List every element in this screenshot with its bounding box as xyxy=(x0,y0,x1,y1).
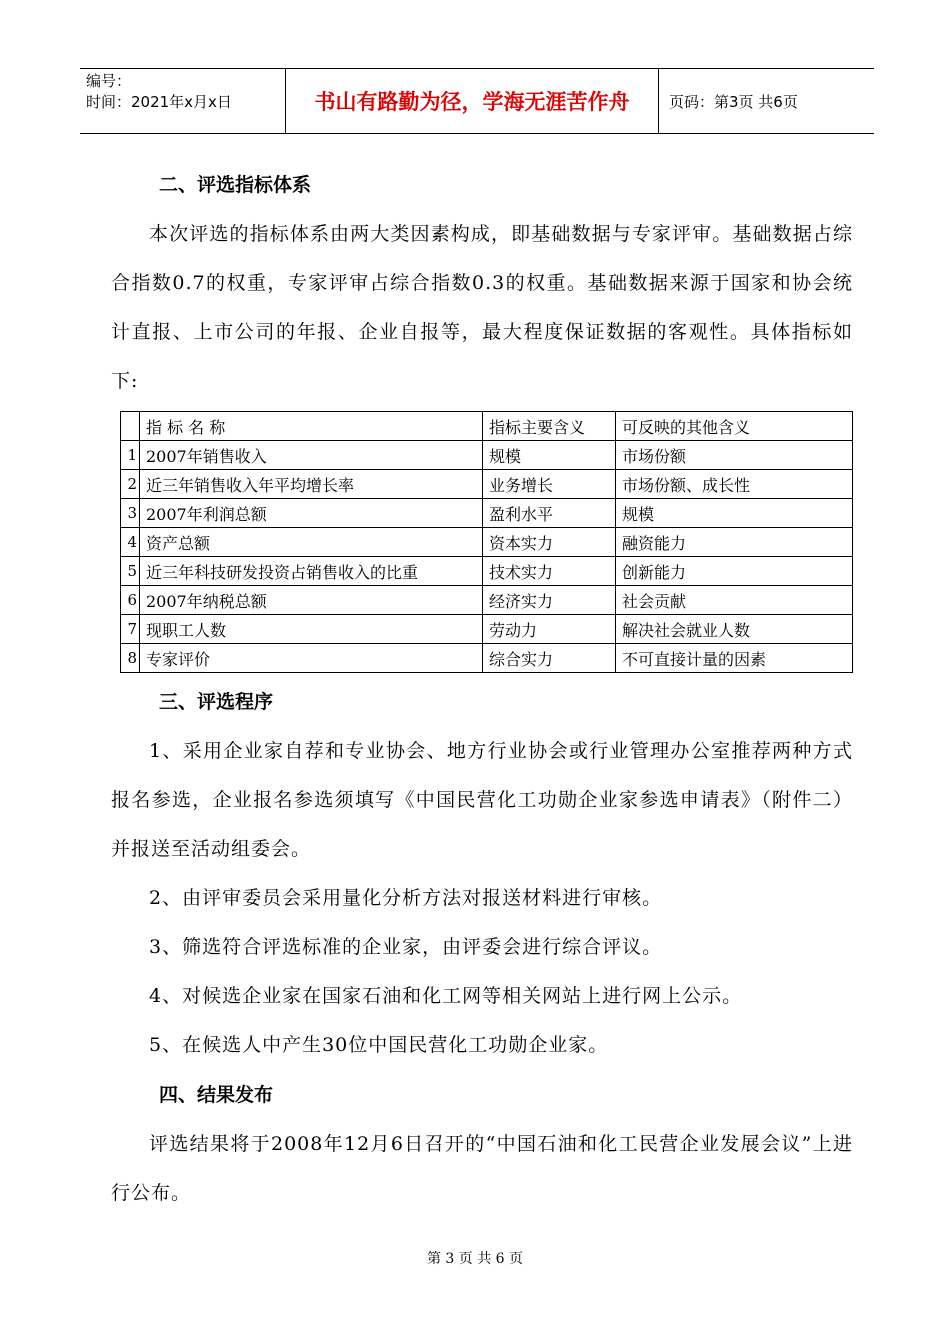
table-row xyxy=(121,470,853,499)
row-num: 4 xyxy=(121,528,140,557)
section4-paragraph: 评选结果将于2008年12月6日召开的“中国石油和化工民营企业发展会议”上进行公布。 xyxy=(111,1133,853,1204)
row-other: 创新能力 xyxy=(616,557,853,586)
header-cell-meaning: 指标主要含义 xyxy=(483,412,616,441)
header-motto: 书山有路勤为径，学海无涯苦作舟 xyxy=(285,69,659,133)
row-num: 1 xyxy=(121,441,140,470)
table-row xyxy=(121,644,853,673)
row-meaning: 技术实力 xyxy=(483,557,616,586)
row-other: 不可直接计量的因素 xyxy=(616,644,853,673)
row-meaning: 劳动力 xyxy=(483,615,616,644)
page-footer: 第 3 页 共 6 页 xyxy=(426,1251,524,1267)
table-row xyxy=(121,557,853,586)
row-other: 市场份额 xyxy=(616,441,853,470)
row-num: 2 xyxy=(121,470,140,499)
row-other: 规模 xyxy=(616,499,853,528)
procedure-item: 4、对候选企业家在国家石油和化工网等相关网站上进行网上公示。 xyxy=(149,985,743,1007)
row-other: 解决社会就业人数 xyxy=(616,615,853,644)
header-cell-name: 指 标 名 称 xyxy=(140,412,483,441)
section4-title: 四、结果发布 xyxy=(159,1084,274,1106)
row-name: 资产总额 xyxy=(140,528,483,557)
row-meaning: 综合实力 xyxy=(483,644,616,673)
row-meaning: 规模 xyxy=(483,441,616,470)
row-meaning: 盈利水平 xyxy=(483,499,616,528)
row-num: 6 xyxy=(121,586,140,615)
indicator-table-header xyxy=(121,412,853,441)
row-name: 近三年科技研发投资占销售收入的比重 xyxy=(140,557,483,586)
table-row xyxy=(121,586,853,615)
row-name: 2007年利润总额 xyxy=(140,499,483,528)
section3-title: 三、评选程序 xyxy=(159,691,274,713)
row-num: 3 xyxy=(121,499,140,528)
header-num-cell xyxy=(121,412,140,441)
header-page-label: 页码：第3页 共6页 xyxy=(669,93,798,111)
procedure-item: 1、采用企业家自荐和专业协会、地方行业协会或行业管理办公室推荐两种方式报名参选，企业报名参选须填写《中国民营化工功勋企业家参选申请表》（附件二）并报送至活动组委会。 xyxy=(111,740,853,860)
indicator-table xyxy=(120,411,853,673)
document-number-label: 编号： xyxy=(86,72,132,90)
row-meaning: 业务增长 xyxy=(483,470,616,499)
row-other: 融资能力 xyxy=(616,528,853,557)
row-other: 社会贡献 xyxy=(616,586,853,615)
table-row xyxy=(121,499,853,528)
procedure-item: 3、筛选符合评选标准的企业家，由评委会进行综合评议。 xyxy=(149,936,663,958)
document-date-label: 时间：2021年x月x日 xyxy=(86,93,232,111)
row-name: 近三年销售收入年平均增长率 xyxy=(140,470,483,499)
table-row xyxy=(121,528,853,557)
procedure-item: 5、在候选人中产生30位中国民营化工功勋企业家。 xyxy=(149,1034,609,1056)
row-name: 专家评价 xyxy=(140,644,483,673)
page-header xyxy=(80,68,874,134)
row-name: 现职工人数 xyxy=(140,615,483,644)
row-num: 7 xyxy=(121,615,140,644)
document-body xyxy=(111,160,853,1218)
row-num: 5 xyxy=(121,557,140,586)
row-meaning: 经济实力 xyxy=(483,586,616,615)
procedure-item: 2、由评审委员会采用量化分析方法对报送材料进行审核。 xyxy=(149,887,663,909)
row-meaning: 资本实力 xyxy=(483,528,616,557)
section2-paragraph: 本次评选的指标体系由两大类因素构成，即基础数据与专家评审。基础数据占综合指数0.7的权重，专家评审占综合指数0.3的权重。基础数据来源于国家和协会统计直报、上市公司的年报、企业自报等，最大程度保证数据的客观性。具体指标如下: xyxy=(111,223,853,392)
header-cell-other: 可反映的其他含义 xyxy=(616,412,853,441)
section2-title: 二、评选指标体系 xyxy=(159,174,312,196)
row-name: 2007年纳税总额 xyxy=(140,586,483,615)
header-info xyxy=(86,71,286,113)
table-row xyxy=(121,615,853,644)
row-name: 2007年销售收入 xyxy=(140,441,483,470)
row-num: 8 xyxy=(121,644,140,673)
row-other: 市场份额、成长性 xyxy=(616,470,853,499)
table-row xyxy=(121,441,853,470)
